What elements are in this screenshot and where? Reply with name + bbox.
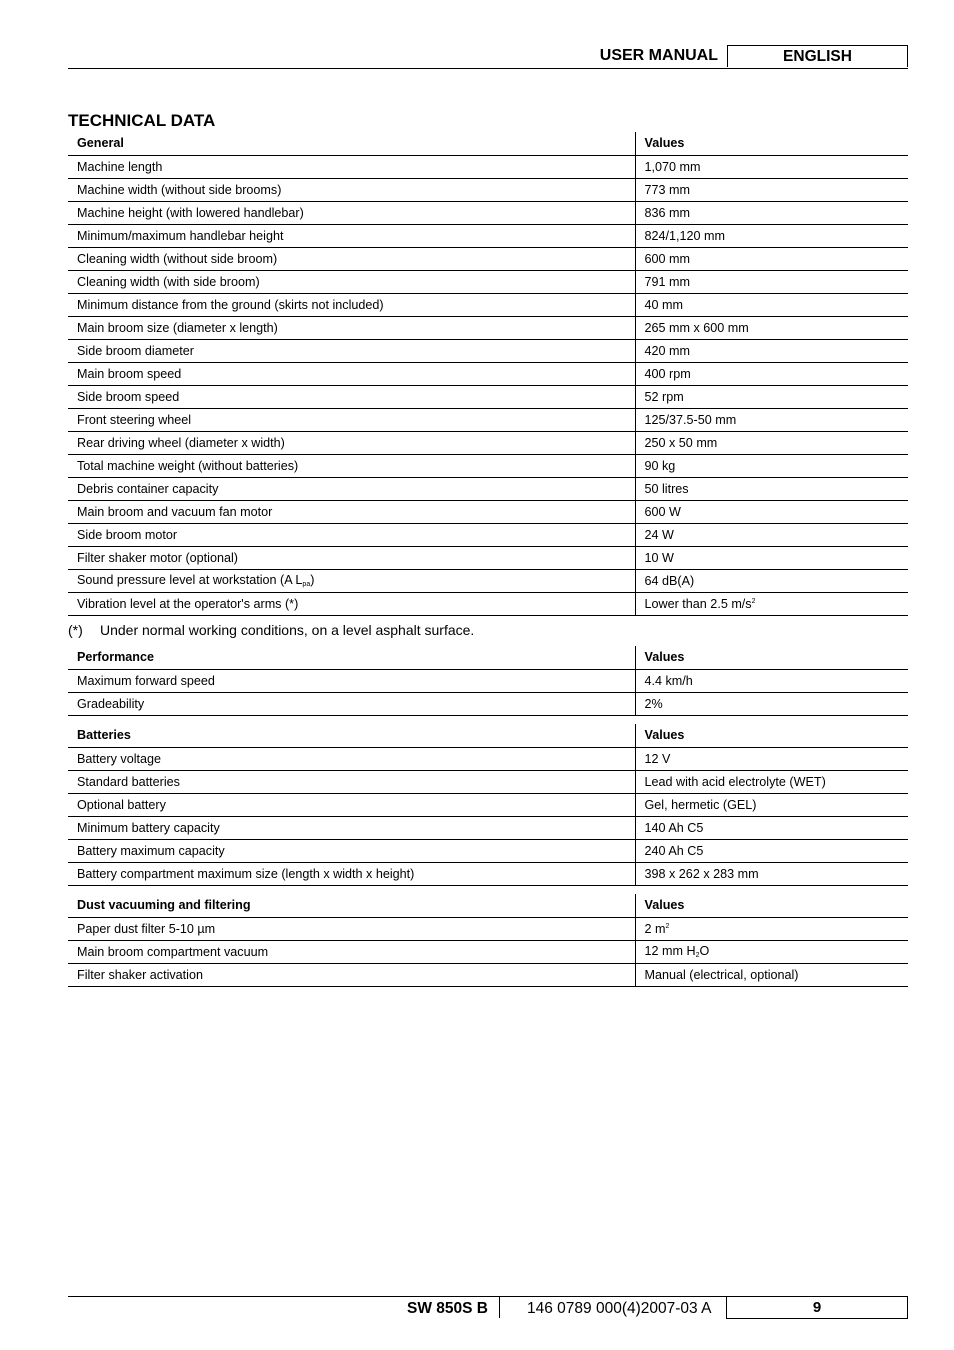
table-header-row — [68, 132, 908, 155]
row-value: Gel, hermetic (GEL) — [635, 793, 908, 816]
row-label: Filter shaker motor (optional) — [68, 546, 635, 569]
column-header-parameter: General — [68, 132, 635, 155]
document-code: 146 0789 000(4)2007-03 A — [527, 1300, 712, 1317]
row-label: Filter shaker activation — [68, 963, 635, 986]
table-row — [68, 862, 908, 885]
row-value: 2% — [635, 692, 908, 715]
table-row — [68, 224, 908, 247]
column-header-values: Values — [635, 894, 908, 917]
table-row — [68, 669, 908, 692]
table-row — [68, 816, 908, 839]
row-label: Gradeability — [68, 692, 635, 715]
table-row — [68, 747, 908, 770]
footer-divider — [499, 1297, 500, 1318]
table-row — [68, 692, 908, 715]
row-label: Vibration level at the operator's arms (*) — [68, 592, 635, 615]
row-value: 90 kg — [635, 454, 908, 477]
row-value: 400 rpm — [635, 362, 908, 385]
table-row — [68, 408, 908, 431]
page-header — [68, 44, 908, 69]
row-label: Side broom diameter — [68, 339, 635, 362]
row-value — [635, 940, 908, 963]
table-row — [68, 592, 908, 615]
row-label: Debris container capacity — [68, 477, 635, 500]
row-value: 1,070 mm — [635, 155, 908, 178]
table-row — [68, 385, 908, 408]
row-value: 10 W — [635, 546, 908, 569]
row-label: Optional battery — [68, 793, 635, 816]
table-row — [68, 316, 908, 339]
row-value: Lead with acid electrolyte (WET) — [635, 770, 908, 793]
column-header-values: Values — [635, 724, 908, 747]
row-label: Side broom speed — [68, 385, 635, 408]
column-header-values: Values — [635, 646, 908, 669]
row-label: Machine width (without side brooms) — [68, 178, 635, 201]
row-value: 240 Ah C5 — [635, 839, 908, 862]
row-value: 824/1,120 mm — [635, 224, 908, 247]
row-value: 64 dB(A) — [635, 569, 908, 592]
row-value: 4.4 km/h — [635, 669, 908, 692]
model-name: SW 850S B — [407, 1300, 488, 1317]
table-row — [68, 431, 908, 454]
filter-value-text: 2 m — [644, 921, 666, 936]
row-value — [635, 917, 908, 940]
filter-value-superscript: 2 — [665, 922, 670, 930]
row-value: 265 mm x 600 mm — [635, 316, 908, 339]
row-label: Battery compartment maximum size (length x width x height) — [68, 862, 635, 885]
row-value: 773 mm — [635, 178, 908, 201]
table-row — [68, 155, 908, 178]
table-row — [68, 569, 908, 592]
language-label: ENGLISH — [727, 45, 908, 67]
footnote-text: Under normal working conditions, on a level asphalt surface. — [100, 622, 475, 638]
page-title: TECHNICAL DATA — [68, 111, 216, 130]
row-label: Cleaning width (without side broom) — [68, 247, 635, 270]
table-row — [68, 201, 908, 224]
table-row — [68, 940, 908, 963]
row-label: Main broom size (diameter x length) — [68, 316, 635, 339]
table-header-row — [68, 894, 908, 917]
table-row — [68, 500, 908, 523]
table-row — [68, 293, 908, 316]
row-label: Side broom motor — [68, 523, 635, 546]
sound-label-text: Sound pressure level at workstation (A L — [77, 573, 303, 587]
table-row — [68, 523, 908, 546]
row-value — [635, 592, 908, 615]
table-row — [68, 339, 908, 362]
table-row — [68, 917, 908, 940]
column-header-parameter: Performance — [68, 646, 635, 669]
row-label: Front steering wheel — [68, 408, 635, 431]
row-label: Minimum distance from the ground (skirts not included) — [68, 293, 635, 316]
row-label: Rear driving wheel (diameter x width) — [68, 431, 635, 454]
row-label: Main broom compartment vacuum — [68, 940, 635, 963]
row-label: Paper dust filter 5-10 µm — [68, 917, 635, 940]
batteries-table — [68, 724, 908, 886]
vacuum-value-subscript: 2 — [695, 952, 700, 959]
row-value: 50 litres — [635, 477, 908, 500]
table-row — [68, 963, 908, 986]
table-row — [68, 793, 908, 816]
row-value: 600 W — [635, 500, 908, 523]
row-value: 40 mm — [635, 293, 908, 316]
manual-label: USER MANUAL — [599, 47, 718, 64]
row-value: 12 V — [635, 747, 908, 770]
column-header-parameter: Dust vacuuming and filtering — [68, 894, 635, 917]
column-header-values: Values — [635, 132, 908, 155]
row-label: Battery maximum capacity — [68, 839, 635, 862]
row-label: Maximum forward speed — [68, 669, 635, 692]
row-label: Cleaning width (with side broom) — [68, 270, 635, 293]
column-header-parameter: Batteries — [68, 724, 635, 747]
row-label — [68, 569, 635, 592]
row-label: Main broom speed — [68, 362, 635, 385]
row-label: Minimum/maximum handlebar height — [68, 224, 635, 247]
sound-label-subscript: pa — [302, 581, 311, 588]
row-value: 24 W — [635, 523, 908, 546]
table-header-row — [68, 646, 908, 669]
row-value: 398 x 262 x 283 mm — [635, 862, 908, 885]
row-value: 140 Ah C5 — [635, 816, 908, 839]
row-label: Battery voltage — [68, 747, 635, 770]
table-row — [68, 178, 908, 201]
row-label: Standard batteries — [68, 770, 635, 793]
row-label: Minimum battery capacity — [68, 816, 635, 839]
row-label: Machine height (with lowered handlebar) — [68, 201, 635, 224]
table-row — [68, 270, 908, 293]
page-footer — [68, 1296, 908, 1319]
vacuum-value-text: 12 mm H — [644, 944, 696, 958]
row-label: Main broom and vacuum fan motor — [68, 500, 635, 523]
row-value: Manual (electrical, optional) — [635, 963, 908, 986]
table-row — [68, 477, 908, 500]
vibration-value-superscript: 2 — [751, 597, 756, 605]
sound-label-close: ) — [310, 573, 315, 587]
table-row — [68, 362, 908, 385]
row-value: 125/37.5-50 mm — [635, 408, 908, 431]
table-row — [68, 454, 908, 477]
row-value: 791 mm — [635, 270, 908, 293]
row-value: 52 rpm — [635, 385, 908, 408]
table-row — [68, 546, 908, 569]
table-row — [68, 247, 908, 270]
vibration-value-text: Lower than 2.5 m/s — [644, 596, 752, 611]
row-value: 250 x 50 mm — [635, 431, 908, 454]
table-row — [68, 839, 908, 862]
row-value: 420 mm — [635, 339, 908, 362]
vacuum-value-unit: O — [699, 944, 710, 958]
performance-table — [68, 646, 908, 716]
page-number: 9 — [726, 1297, 908, 1319]
row-label: Total machine weight (without batteries) — [68, 454, 635, 477]
footnote — [68, 622, 474, 638]
table-header-row — [68, 724, 908, 747]
table-row — [68, 770, 908, 793]
row-value: 836 mm — [635, 201, 908, 224]
row-value: 600 mm — [635, 247, 908, 270]
dust-vacuuming-table — [68, 894, 908, 987]
footnote-mark: (*) — [68, 622, 83, 638]
general-table — [68, 132, 908, 616]
row-label: Machine length — [68, 155, 635, 178]
